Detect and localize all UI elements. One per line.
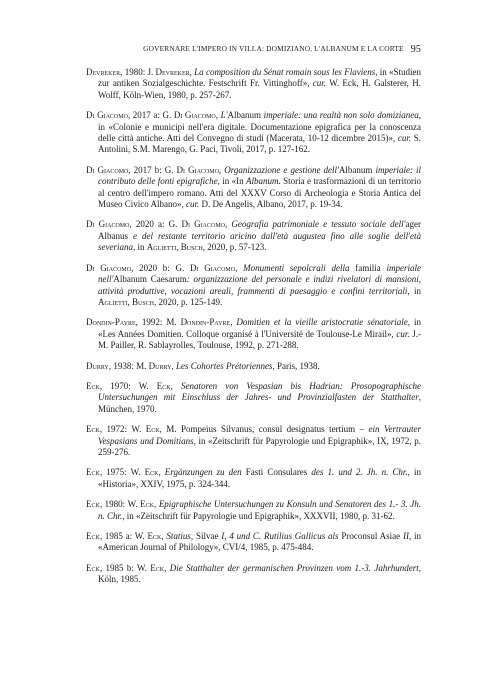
citation-text: , — [127, 296, 132, 307]
citation-text: , 2020 a: G. — [129, 219, 182, 230]
citation-text: Silvae — [193, 531, 222, 541]
citation-text: , — [215, 110, 221, 121]
author-name: Eck — [86, 467, 100, 478]
author-name: Eck — [86, 562, 100, 573]
author-name: Aglietti — [146, 242, 177, 253]
author-name: Di Giacomo — [190, 262, 236, 273]
author-name: Di Giacomo — [86, 262, 132, 273]
title-text: Statius, — [166, 531, 194, 541]
running-header — [86, 44, 421, 58]
citation-text: , 1975: W. — [99, 467, 145, 478]
citation-text: , — [164, 562, 170, 573]
citation-text: D. De Angelis, Albano, 2017, p. 19-34. — [199, 199, 343, 210]
citation-text: . Storia e trasformazioni di un territorio al centro dell'impero romano. Atti del XXXV Corso di Archeologia e Storia Antica del Museo Civico Albano», — [98, 176, 421, 210]
title-text: Organizzazione e gestione dell' — [224, 164, 339, 175]
bibliography-entry — [86, 317, 421, 351]
citation-text: , — [225, 219, 232, 230]
title-text: Geografia patrimoniale e tessuto sociale dell' — [231, 219, 406, 230]
author-name: Durry — [148, 360, 172, 371]
citation-text: Albanum — [338, 164, 373, 175]
citation-text: Albanum Caesarum — [113, 274, 187, 285]
author-name: Eck — [86, 531, 100, 541]
citation-text: , — [158, 467, 165, 478]
title-text: Les Cohortes Prétoriennes — [175, 360, 273, 371]
citation-text: , in «Studien zur antiken Sozialgeschichte. Festschrift Fr. Vittinghoff», — [98, 67, 421, 89]
citation-text: , 1985 b: W. — [99, 562, 151, 573]
citation-text: Proconsul Asiae — [338, 531, 403, 541]
author-name: Eck — [144, 467, 159, 478]
author-name: Di Giacomo — [181, 219, 226, 230]
bibliography-entry — [86, 467, 421, 490]
title-text: imperiale nell' — [98, 262, 421, 285]
citation-text: , in «American Journal of Philology», CVI/4, 1985, p. 475-484. — [98, 531, 421, 553]
citation-text: , — [189, 67, 195, 77]
author-name: Eck — [86, 499, 100, 510]
title-text: I, 4 und C. Rutilius Gallicus als — [221, 531, 339, 541]
title-text: cur. — [397, 133, 412, 144]
citation-text: , — [176, 242, 181, 253]
citation-text: , 1985 a: W. — [99, 531, 148, 541]
citation-text: , München, 1970. — [98, 392, 421, 414]
author-name: Di Giacomo — [86, 164, 129, 175]
citation-text: S. Antolini, S.M. Marengo, G. Paci, Tivoli, 2017, p. 127-162. — [98, 133, 421, 155]
citation-text: , in «Historia», XXIV, 1975, p. 324-344. — [98, 467, 422, 489]
author-name: Eck — [147, 531, 162, 541]
citation-text: , in — [133, 242, 147, 253]
citation-text: , in «Les Années Domitien. Colloque organisé à l'Université de Toulouse-Le Mirail», — [98, 317, 421, 339]
citation-text: W. Eck, H. Galsterer, H. Wolff, Köln-Wien, 1980, p. 257-267. — [98, 78, 422, 100]
citation-text: , Paris, 1938. — [272, 360, 320, 371]
author-name: Dondin-Payre — [180, 317, 231, 328]
citation-text: , — [161, 531, 167, 541]
title-text: Senatoren von Vespasian bis Hadrian: Prosopographische Untersuchungen mit Einschluss der Jahres- und Provinzialfasten der Statthalter — [98, 380, 421, 403]
author-name: Eck — [150, 562, 165, 573]
title-text: imperiale: il contributo delle fonti epigrafiche — [98, 164, 421, 187]
bibliography-list — [86, 67, 421, 595]
citation-text: , in «Zeitschrift für Papyrologie und Epigraphik», XXXVII, 1980, p. 31-62. — [122, 510, 395, 521]
title-text: II — [402, 531, 409, 541]
citation-text: , — [235, 262, 244, 273]
author-name: Di Giacomo — [173, 110, 216, 121]
citation-text: , 2020 b: G. — [131, 262, 191, 273]
citation-text: , 2020, p. 125-149. — [154, 296, 223, 307]
citation-text: Fasti Consulares — [241, 467, 312, 478]
title-text: imperiale: una realtà non solo domizianea — [261, 110, 419, 121]
citation-text: , in «Zeitschrift für Papyrologie und Epigraphik», IX, 1972, p. 259-276. — [98, 435, 421, 457]
title-text: cur. — [312, 78, 327, 89]
citation-text: , 2020, p. 57-123. — [202, 242, 267, 253]
bibliography-entry — [86, 165, 421, 211]
bibliography-entry — [86, 219, 421, 253]
title-text: Monumenti sepolcrali della — [243, 262, 350, 273]
author-name: Eck — [140, 499, 154, 510]
title-text: La composition du Sénat romain sous les Flaviens — [194, 67, 376, 77]
author-name: Eck — [145, 424, 160, 435]
author-name: Dondin-Payre — [86, 317, 136, 328]
citation-text: , 2017 a: G. — [127, 110, 174, 121]
bibliography-entry — [86, 563, 421, 586]
citation-text: , — [230, 317, 237, 328]
citation-text: , — [170, 380, 181, 391]
bibliography-entry — [86, 381, 421, 415]
citation-text: , 1938: M. — [108, 360, 149, 371]
author-name: Devreker — [155, 67, 190, 77]
author-name: Busch — [180, 242, 203, 253]
page-number: 95 — [410, 44, 421, 55]
author-name: Busch — [132, 296, 155, 307]
author-name: Di Giacomo — [86, 110, 128, 121]
author-name: Devreker — [86, 67, 121, 77]
citation-text: J.-M. Pailler, R. Sablayrolles, Toulouse, 1992, p. 271-288. — [98, 328, 422, 351]
title-text: Ergänzungen zu den — [164, 467, 242, 478]
author-name: Eck — [156, 380, 171, 391]
author-name: Eck — [86, 380, 100, 391]
title-text: Domitien et la vieille aristocratie sénatoriale — [236, 317, 408, 328]
citation-text: , M. Pompeius Silvanus, consul designatus tertium – — [159, 424, 369, 435]
citation-text: , Köln, 1985. — [98, 562, 422, 585]
bibliography-entry — [86, 263, 421, 309]
bibliography-entry — [86, 424, 421, 458]
bibliography-entry — [86, 361, 421, 372]
citation-text: , in «In — [217, 176, 247, 187]
author-name: Eck — [86, 424, 100, 435]
author-name: Durry — [86, 360, 109, 371]
title-text: cur. — [186, 199, 200, 210]
citation-text: , 1970: W. — [99, 380, 157, 391]
title-text: Epigraphische Untersuchungen zu Konsuln und Senatoren des 1.- 3. Jh. n. Chr. — [98, 499, 421, 521]
title-text: des 1. und 2. Jh. n. Chr. — [311, 467, 408, 478]
citation-text: , 1972: W. — [99, 424, 146, 435]
running-title: GOVERNARE L'IMPERO IN VILLA: DOMIZIANO, L'ALBANUM E LA CORTE — [143, 44, 404, 53]
author-name: Di Giacomo — [86, 219, 130, 230]
citation-text: , — [171, 360, 176, 371]
title-text: ein Vertrauter Vespasians und Domitians — [98, 424, 422, 446]
title-text: L' — [220, 110, 228, 121]
citation-text: , — [218, 164, 225, 175]
title-text: : organizzazione del personale e indizi rivelatori di mansioni, attività produttive, vocazioni areali, frammenti di paesaggio e confini territoriali — [98, 274, 421, 296]
citation-text: , 1992: M. — [135, 317, 181, 328]
author-name: Di Giacomo — [176, 164, 219, 175]
bibliography-entry — [86, 531, 421, 554]
bibliography-entry — [86, 499, 421, 522]
title-text: cur. — [396, 328, 410, 339]
bibliography-entry — [86, 67, 421, 101]
citation-text: , in — [407, 285, 421, 296]
citation-text: , — [153, 499, 159, 510]
citation-text: familia — [349, 262, 387, 273]
title-text: e del restante territorio aricino dall'età augustea fino alle soglie dell'età severiana — [98, 230, 421, 253]
citation-text: ager Albanus — [98, 219, 422, 241]
citation-text: , 1980: W. — [99, 499, 141, 510]
title-text: Die Statthalter der germanischen Provinzen vom 1.-3. Jahrhundert — [169, 562, 419, 573]
citation-text: , 2017 b: G. — [128, 164, 177, 175]
bibliography-entry — [86, 110, 421, 156]
citation-text: , 1980: J. — [120, 67, 156, 77]
citation-text: , in «Colonie e municipi nell'era digitale. Documentazione epigrafica per la conoscenza delle città antiche. Atti del Convegno di studi (Macerata, 10-12 dicembre 2015)», — [98, 110, 421, 144]
citation-text: Albanum — [227, 110, 262, 121]
title-text: Albanum — [246, 176, 279, 187]
author-name: Aglietti — [98, 296, 128, 307]
